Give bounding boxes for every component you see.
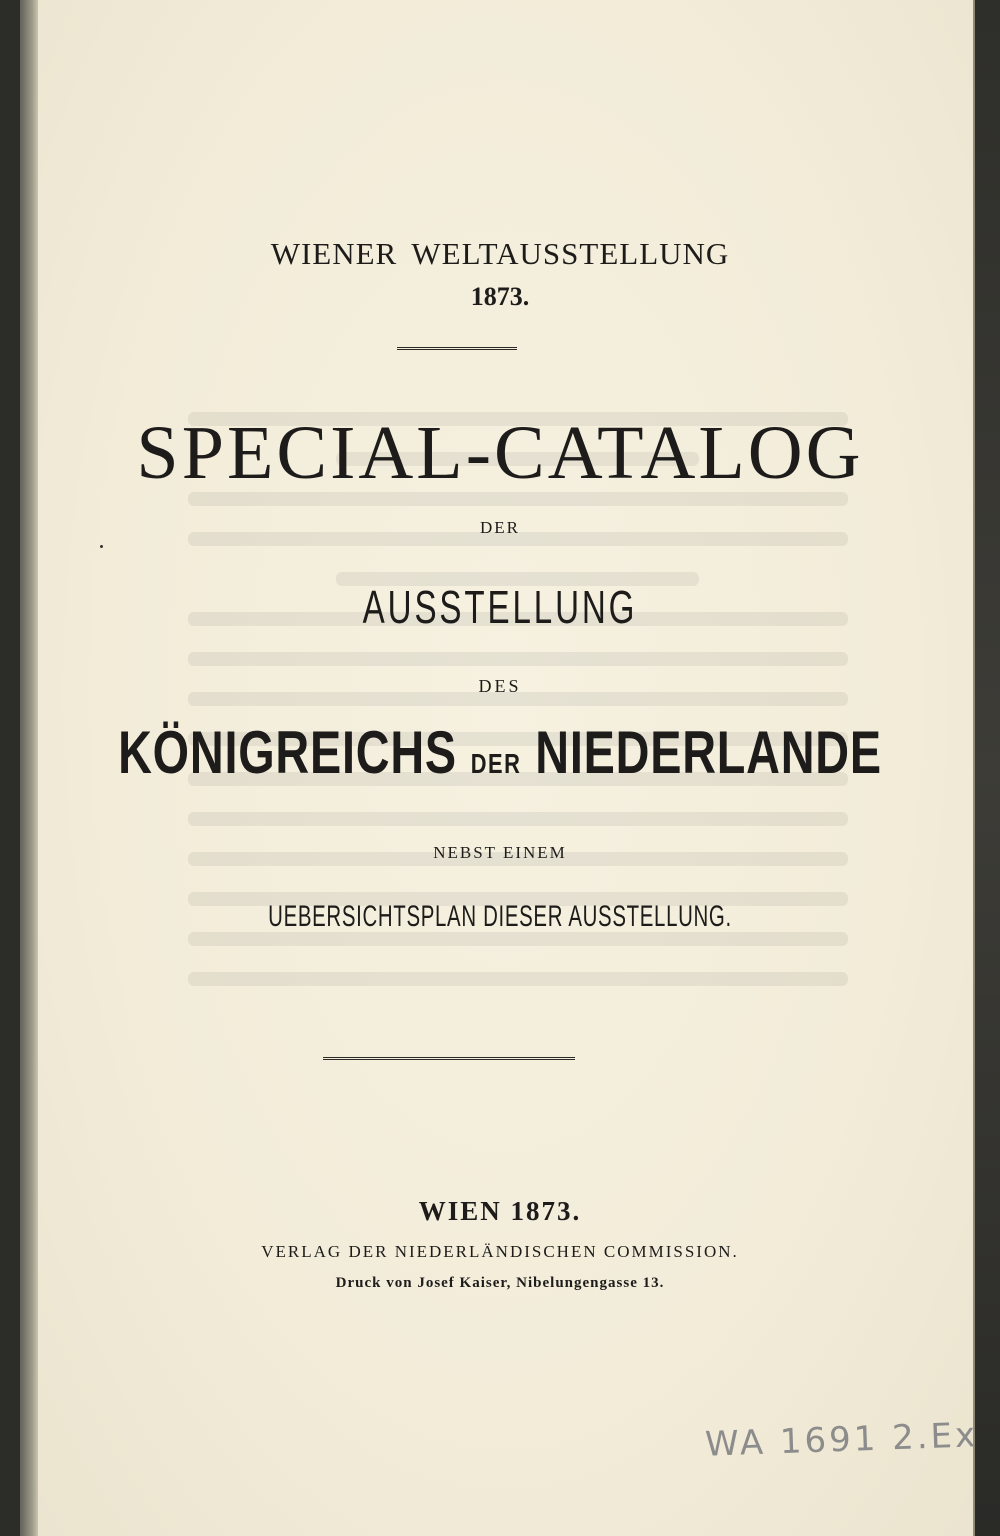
word-niederlande: NIEDERLANDE [535,719,882,786]
bleed-line [188,972,848,986]
handwritten-shelfmark: WA 1691 2.Ex [704,1415,979,1465]
exhibition-year: 1873. [470,282,530,311]
word-koenigreichs: KÖNIGREICHS [118,719,457,786]
right-binding-edge [975,0,1000,1536]
word-der-small: DER [470,748,522,779]
imprint-publisher: VERLAG DER NIEDERLÄNDISCHEN COMMISSION. [261,1242,739,1261]
word-des: DES [478,676,522,696]
bleed-heading-shape [188,330,848,386]
exhibition-title: WIENER WELTAUSSTELLUNG [270,236,730,271]
ink-speck [100,545,103,548]
plan-subtitle: UEBERSICHTSPLAN DIESER AUSSTELLUNG. [268,900,732,933]
bleed-line [188,812,848,826]
word-ausstellung: AUSSTELLUNG [362,581,638,633]
word-nebst-einem: NEBST EINEM [433,843,567,862]
kingdom-line [110,718,890,787]
bleed-line [188,652,848,666]
catalog-title: SPECIAL-CATALOG [136,411,864,495]
divider-rule [397,347,517,353]
word-der: DER [480,518,520,537]
imprint-place-year: WIEN 1873. [418,1196,582,1226]
divider-rule-lower [323,1057,575,1063]
imprint-printer: Druck von Josef Kaiser, Nibelungengasse 13. [335,1275,665,1291]
bleed-line [188,932,848,946]
left-binding-edge [0,0,20,1536]
